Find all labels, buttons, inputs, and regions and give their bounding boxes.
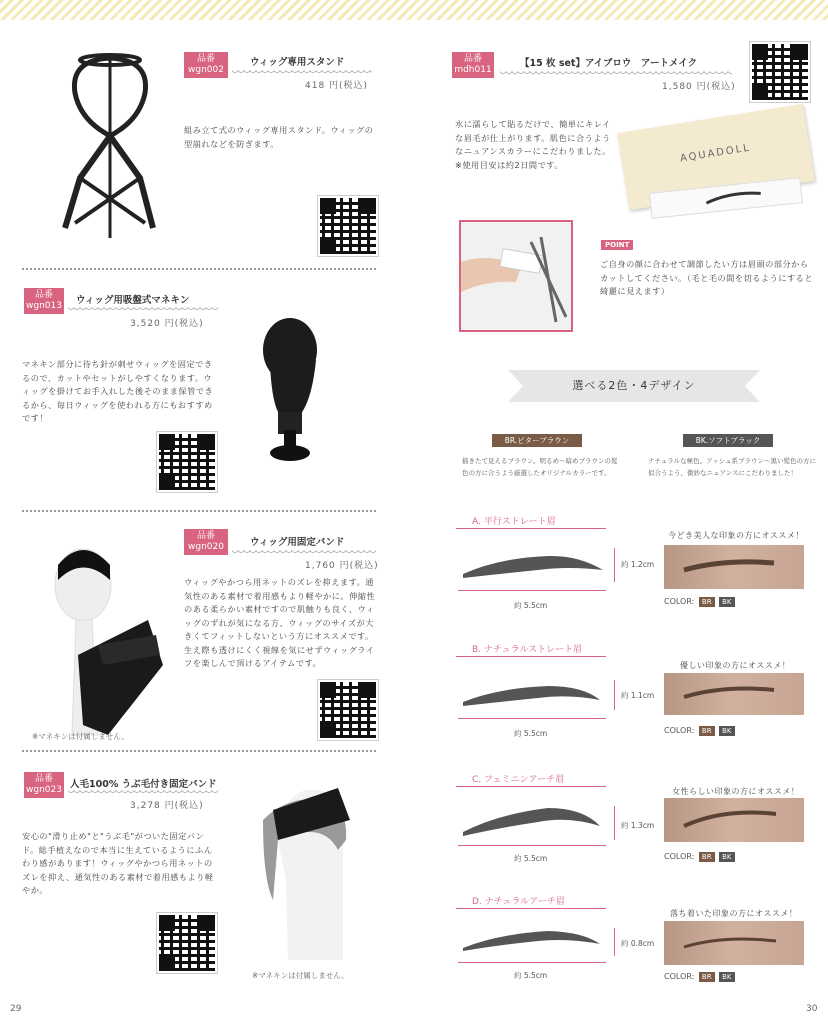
product-code: wgn020 [188,542,224,552]
height-label: 約 1.1cm [621,691,655,700]
color-tab-br: BR.ビターブラウン [492,434,582,447]
product-description: 組み立て式のウィッグ専用スタンド。ウィッグの型崩れなどを防ぎます。 [184,125,374,149]
wavy-divider [500,71,732,77]
width-marker [458,845,606,846]
product-description: 水に濡らして貼るだけで、簡単にキレイな眉毛が仕上がります。肌色に合うようなニュアンスカラーにこだわりました。※使用目安は約2日間です。 [455,119,611,170]
page-number-right: 30 [806,1004,818,1014]
product-description: マネキン部分に待ち針が刺せウィッグを固定できるので、カットやセットがしやすくなります。ウィッグを掛けてお手入れした後そのまま保管できるから、毎日ウィッグを使われる方にもおすすめです！ [22,359,214,423]
height-marker [614,928,615,956]
width-label: 約 5.5cm [514,601,548,610]
qr-code[interactable] [157,432,217,492]
qr-code[interactable] [750,42,810,102]
brow-photo-b [664,673,804,715]
height-label: 約 0.8cm [621,939,655,948]
product-title: ウィッグ専用スタンド [250,57,345,68]
width-label: 約 5.5cm [514,729,548,738]
badge-label: 品番 [196,531,215,541]
width-marker [458,962,606,963]
product-code: mdh011 [454,65,492,75]
banner-text: 選べる2色・4デザイン [572,379,696,392]
note-caption: ※マネキンは付属しません。 [252,971,349,980]
product-description: 安心の"滑り止め"と"うぶ毛"がついた固定バンド。総手植えなので本当に生えているようにふんわり感があります！ウィッグやかつら用ネットのズレを抑え、通気性のある素材で着用感もより軽やか。 [22,831,214,895]
color-label-text: COLOR: [664,852,695,861]
width-marker [458,590,606,591]
product-badge [24,288,64,314]
chip-br: BR [699,972,715,982]
header-stripe-band [0,0,828,20]
section-divider [22,510,376,512]
design-underline [456,528,606,529]
design-title: D. ナチュラルアーチ眉 [472,897,565,907]
color-label [664,726,735,736]
width-label: 約 5.5cm [514,971,548,980]
badge-label: 品番 [34,290,53,300]
recommend-text: 落ち着いた印象の方にオススメ！ [670,909,798,918]
product-badge [184,529,228,555]
chip-bk: BK [719,726,734,736]
product-badge [184,52,228,78]
badge-label: 品番 [196,54,215,64]
color-label-text: COLOR: [664,726,695,735]
qr-code[interactable] [318,196,378,256]
width-label: 約 5.5cm [514,854,548,863]
cutting-photo [459,220,573,332]
badge-label: 品番 [34,774,53,784]
design-title: C. フェミニンアーチ眉 [472,775,565,785]
recommend-text: 優しい印象の方にオススメ！ [680,661,791,670]
brow-photo-a [664,545,804,589]
point-text: ご自身の顔に合わせて調節したい方は眉頭の部分からカットしてください。（毛と毛の間を切るようにすると綺麗に見えます） [600,259,814,296]
mannequin-head-image [250,310,330,465]
color-desc-bk: ナチュラルな極色。アッシュ系ブラウン～黒い髪色の方に似合うよう、微妙なニュアンスにこだわりました！ [648,457,817,477]
color-label [664,852,735,862]
chip-br: BR [699,597,715,607]
chip-br: BR [699,726,715,736]
design-underline [456,656,606,657]
product-price: 3,520 円(税込) [130,319,204,329]
product-code: wgn002 [188,65,224,75]
page-number-left: 29 [10,1004,22,1014]
design-underline [456,786,606,787]
brow-photo-c [664,798,804,842]
design-title: B. ナチュラルストレート眉 [472,645,583,655]
height-marker [614,680,615,710]
height-marker [614,548,615,582]
section-divider [22,268,376,270]
product-title: ウィッグ用固定バンド [250,537,345,548]
package-logo: AQUADOLL [679,142,752,165]
product-badge [24,772,64,798]
qr-code[interactable] [157,913,217,973]
chip-br: BR [699,852,715,862]
design-underline [456,908,606,909]
chip-bk: BK [719,972,734,982]
color-label-text: COLOR: [664,972,695,981]
recommend-text: 今どき美人な印象の方にオススメ！ [668,531,804,540]
brow-shape-c [458,804,608,840]
height-label: 約 1.3cm [621,821,655,830]
wavy-divider [68,790,218,796]
color-label-text: COLOR: [664,597,695,606]
product-title: ウィッグ用吸盤式マネキン [76,295,190,306]
product-title: 人毛100% うぶ毛付き固定バンド [70,779,217,790]
brow-shape-d [458,926,608,956]
brow-shape-b [458,678,608,714]
chip-bk: BK [719,852,734,862]
band-on-mannequin-image [28,525,168,740]
color-label [664,597,735,607]
recommend-text: 女性らしい印象の方にオススメ！ [672,787,800,796]
product-badge [452,52,494,78]
design-title: A. 平行ストレート眉 [472,517,556,527]
product-price: 1,580 円(税込) [662,82,736,92]
chip-bk: BK [719,597,734,607]
color-tab-bk: BK.ソフトブラック [683,434,773,447]
product-description: ウィッグやかつら用ネットのズレを抑えます。通気性のある素材で着用感もより軽やかに。伸縮性のある柔らかい素材ですので肌触りも良く、ウィッグのずれが気になる方、ウィッグのサイズが大きくてフィットしないという方にオススメです。生え際も透けにくく視線を気にせずウィッグライフを楽しんで頂けるアイテムです。 [184,577,376,668]
wavy-divider [232,550,376,556]
product-code: wgn023 [26,785,62,795]
product-price: 1,760 円(税込) [305,561,379,571]
color-desc-br: 描きたて見えるブラウン。明るめ～暗めブラウンの髪色の方に合うよう厳選したオリジナルカラーです。 [462,457,618,477]
badge-label: 品番 [463,54,482,64]
product-price: 418 円(税込) [305,81,369,91]
section-divider [22,750,376,752]
product-title: 【15 枚 set】アイブロウ アートメイク [520,58,698,69]
brow-photo-d [664,921,804,965]
hair-band-mannequin-image [248,780,358,965]
product-code: wgn013 [26,301,62,311]
qr-code[interactable] [318,680,378,740]
wavy-divider [68,307,218,313]
brow-shape-a [458,548,608,584]
product-price: 3,278 円(税込) [130,801,204,811]
height-label: 約 1.2cm [621,560,655,569]
wig-stand-image [55,48,165,243]
wavy-divider [232,70,372,76]
note-caption: ※マネキンは付属しません。 [32,732,129,741]
height-marker [614,806,615,840]
point-label: POINT [601,240,633,250]
color-label [664,972,735,982]
width-marker [458,718,606,719]
